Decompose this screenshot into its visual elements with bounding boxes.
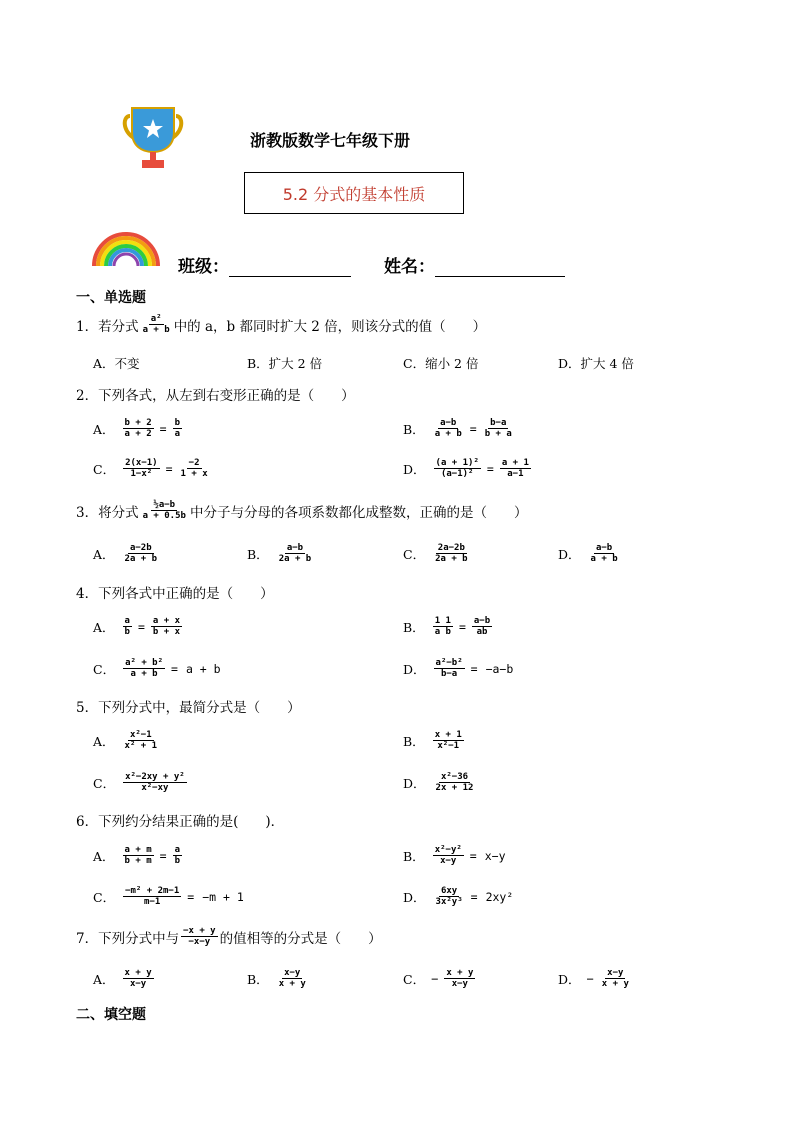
numerator: 1 1 bbox=[434, 616, 451, 626]
fraction bbox=[123, 886, 181, 908]
q5-option-a[interactable] bbox=[93, 730, 161, 752]
option-label: D． bbox=[558, 971, 581, 987]
q2-option-a[interactable] bbox=[93, 418, 184, 440]
name-field bbox=[384, 252, 565, 277]
q4-option-b[interactable] bbox=[403, 616, 494, 638]
numerator: a² + b² bbox=[125, 658, 164, 668]
fraction bbox=[151, 616, 182, 638]
fraction bbox=[123, 543, 160, 565]
numerator: a + 1 bbox=[501, 458, 529, 468]
q6-option-a[interactable] bbox=[93, 845, 184, 867]
numerator: x²−1 bbox=[129, 730, 152, 740]
class-blank[interactable] bbox=[229, 258, 351, 277]
numerator: a bbox=[174, 845, 180, 855]
question-7 bbox=[76, 926, 382, 948]
numerator: a + m bbox=[124, 845, 152, 855]
denominator: 2a + b bbox=[124, 554, 158, 565]
q7-option-d[interactable] bbox=[558, 968, 633, 990]
rhs-expression: −a−b bbox=[485, 661, 514, 676]
numerator: b bbox=[174, 418, 180, 428]
denominator: a + 2 bbox=[124, 429, 152, 440]
fraction bbox=[433, 845, 464, 867]
q2-option-d[interactable] bbox=[403, 458, 533, 480]
option-label: B． bbox=[403, 848, 425, 864]
denominator: b bbox=[174, 856, 180, 867]
document-title: 浙教版数学七年级下册 bbox=[250, 131, 411, 150]
equals-sign: = bbox=[469, 848, 477, 863]
numerator: ½a−b bbox=[153, 500, 176, 510]
denominator: a + b bbox=[434, 429, 462, 440]
question-5: 5．下列分式中，最简分式是（ ） bbox=[76, 700, 301, 716]
q5-option-d[interactable] bbox=[403, 772, 477, 794]
fraction bbox=[277, 543, 314, 565]
option-label: A． bbox=[93, 733, 115, 749]
name-blank[interactable] bbox=[435, 258, 565, 277]
denominator: b bbox=[124, 627, 130, 638]
fraction bbox=[433, 418, 464, 440]
numerator: a bbox=[124, 616, 130, 626]
fraction bbox=[434, 458, 481, 480]
minus-sign: − bbox=[431, 971, 439, 986]
fraction bbox=[433, 543, 470, 565]
minus-sign: − bbox=[586, 971, 594, 986]
fraction bbox=[500, 458, 531, 480]
option-label: B． bbox=[247, 546, 269, 562]
fraction bbox=[123, 658, 165, 680]
equals-sign: = bbox=[159, 421, 167, 436]
section-single-choice: 一、单选题 bbox=[76, 290, 146, 306]
numerator: x + y bbox=[446, 968, 474, 978]
q6-option-b[interactable] bbox=[403, 845, 510, 867]
denominator: a + b bbox=[130, 669, 158, 680]
option-label: A． bbox=[93, 848, 115, 864]
question-4: 4．下列各式中正确的是（ ） bbox=[76, 586, 274, 602]
fraction bbox=[173, 418, 182, 440]
q6-option-d[interactable] bbox=[403, 886, 517, 908]
class-label: 班级： bbox=[178, 257, 229, 277]
q7-stem-pre: 7．下列分式中与 bbox=[76, 930, 180, 947]
denominator: b + a bbox=[484, 429, 512, 440]
lesson-title: 5.2 分式的基本性质 bbox=[282, 184, 426, 204]
q3-option-b[interactable] bbox=[247, 543, 315, 565]
option-label: C． bbox=[93, 461, 116, 477]
question-1 bbox=[76, 314, 486, 336]
numerator: b−a bbox=[490, 418, 507, 428]
denominator: a bbox=[174, 429, 180, 440]
option-label: B． bbox=[247, 971, 269, 987]
option-label: A． bbox=[93, 546, 115, 562]
equals-sign: = bbox=[470, 661, 478, 676]
equals-sign: = bbox=[486, 461, 494, 476]
equals-sign: = bbox=[470, 889, 478, 904]
fraction bbox=[123, 730, 160, 752]
class-field bbox=[178, 252, 351, 277]
numerator: a + x bbox=[152, 616, 180, 626]
denominator: a b bbox=[434, 627, 451, 638]
denominator: a + 0.5b bbox=[142, 511, 186, 522]
fraction bbox=[433, 616, 453, 638]
option-label: D． bbox=[403, 661, 426, 677]
option-label: C． bbox=[403, 546, 426, 562]
numerator: a−b bbox=[473, 616, 491, 626]
fraction bbox=[434, 658, 465, 680]
option-label: D． bbox=[403, 775, 426, 791]
fraction bbox=[600, 968, 631, 990]
denominator: 1−x² bbox=[130, 469, 153, 480]
equals-sign: = bbox=[458, 619, 466, 634]
numerator: 2a−2b bbox=[437, 543, 465, 553]
q3-stem-pre: 3．将分式 bbox=[76, 504, 139, 521]
q3-option-d[interactable] bbox=[558, 543, 622, 565]
equals-sign: = bbox=[137, 619, 145, 634]
fraction bbox=[123, 418, 154, 440]
q3-option-c[interactable] bbox=[403, 543, 472, 565]
numerator: −x + y bbox=[183, 926, 216, 936]
q5-option-b[interactable] bbox=[403, 730, 466, 752]
denominator: x + y bbox=[278, 979, 306, 990]
rhs-expression: x−y bbox=[484, 848, 506, 863]
q2-option-b[interactable] bbox=[403, 418, 516, 440]
denominator: 2a + b bbox=[435, 554, 468, 565]
fraction bbox=[277, 968, 308, 990]
fraction bbox=[123, 968, 154, 990]
numerator: x + y bbox=[124, 968, 152, 978]
denominator: a + b bbox=[142, 325, 170, 336]
denominator: x + y bbox=[601, 979, 629, 990]
rhs-expression: a + b bbox=[185, 661, 221, 676]
numerator: a−b bbox=[286, 543, 304, 553]
denominator: b + m bbox=[124, 856, 152, 867]
question-6: 6．下列约分结果正确的是( )． bbox=[76, 814, 285, 830]
q4-option-c[interactable] bbox=[93, 658, 225, 680]
numerator: a−2b bbox=[129, 543, 152, 553]
equals-sign: = bbox=[159, 848, 167, 863]
numerator: a−b bbox=[595, 543, 613, 553]
option-label: C． bbox=[93, 775, 116, 791]
option-label: A． bbox=[93, 421, 115, 437]
numerator: x−y bbox=[607, 968, 624, 978]
denominator: b−a bbox=[440, 669, 458, 680]
q1-stem-pre: 1．若分式 bbox=[76, 318, 139, 335]
numerator: x−y bbox=[284, 968, 301, 978]
numerator: a²−b² bbox=[435, 658, 463, 668]
denominator: m−1 bbox=[144, 897, 161, 908]
denominator: 1 + x bbox=[180, 469, 208, 480]
fraction bbox=[589, 543, 620, 565]
q3-fraction bbox=[141, 500, 188, 522]
numerator: 2(x−1) bbox=[125, 458, 158, 468]
fraction bbox=[434, 886, 465, 908]
q7-stem-post: 的值相等的分式是（ ） bbox=[219, 930, 382, 947]
numerator: x + 1 bbox=[434, 730, 462, 740]
denominator: 3x²y³ bbox=[435, 897, 463, 908]
q1-fraction bbox=[141, 314, 172, 336]
equals-sign: = bbox=[469, 421, 477, 436]
fraction bbox=[173, 845, 182, 867]
q4-option-d[interactable] bbox=[403, 658, 517, 680]
numerator: a² bbox=[150, 314, 162, 324]
fraction bbox=[444, 968, 475, 990]
q1-option-a[interactable]: A．不变 bbox=[93, 356, 140, 371]
q6-option-c[interactable] bbox=[93, 886, 248, 908]
trophy-icon bbox=[120, 106, 186, 170]
fraction bbox=[179, 458, 210, 480]
numerator: b + 2 bbox=[124, 418, 152, 428]
rhs-expression: −m + 1 bbox=[202, 889, 244, 904]
q1-option-b[interactable]: B．扩大 2 倍 bbox=[247, 356, 323, 371]
denominator: x−y bbox=[440, 856, 457, 867]
denominator: a + b bbox=[590, 554, 618, 565]
numerator: 6xy bbox=[440, 886, 458, 896]
denominator: x² + 1 bbox=[124, 741, 158, 752]
question-2: 2．下列各式，从左到右变形正确的是（ ） bbox=[76, 388, 355, 404]
q7-fraction bbox=[181, 926, 218, 948]
fraction bbox=[123, 616, 132, 638]
q3-option-a[interactable] bbox=[93, 543, 161, 565]
option-label: C． bbox=[93, 661, 116, 677]
rhs-expression: 2xy² bbox=[485, 889, 514, 904]
q1-stem-post: 中的 a，b 都同时扩大 2 倍，则该分式的值（ ） bbox=[173, 318, 487, 335]
q1-option-c[interactable]: C．缩小 2 倍 bbox=[403, 356, 479, 371]
numerator: x²−y² bbox=[434, 845, 462, 855]
q1-option-d[interactable]: D．扩大 4 倍 bbox=[558, 356, 634, 371]
name-label: 姓名： bbox=[384, 257, 435, 277]
option-label: A． bbox=[93, 971, 115, 987]
numerator: −2 bbox=[188, 458, 200, 468]
q7-option-b[interactable] bbox=[247, 968, 310, 990]
q7-option-c[interactable] bbox=[403, 968, 477, 990]
option-label: D． bbox=[558, 546, 581, 562]
denominator: b + x bbox=[152, 627, 180, 638]
option-label: C． bbox=[403, 971, 426, 987]
equals-sign: = bbox=[187, 889, 195, 904]
denominator: x−y bbox=[129, 979, 147, 990]
fraction bbox=[123, 845, 154, 867]
q2-option-c[interactable] bbox=[93, 458, 212, 480]
denominator: −x−y bbox=[188, 937, 211, 948]
denominator: 2a + b bbox=[278, 554, 312, 565]
fraction bbox=[472, 616, 492, 638]
denominator: a−1 bbox=[507, 469, 524, 480]
numerator: x²−36 bbox=[440, 772, 469, 782]
option-label: D． bbox=[403, 889, 426, 905]
equals-sign: = bbox=[171, 661, 178, 676]
fraction bbox=[483, 418, 514, 440]
fraction bbox=[123, 458, 160, 480]
numerator: −m² + 2m−1 bbox=[125, 886, 180, 896]
lesson-title-box bbox=[244, 172, 464, 214]
question-3 bbox=[76, 500, 527, 522]
option-label: B． bbox=[403, 421, 425, 437]
option-label: B． bbox=[403, 733, 425, 749]
q3-stem-post: 中分子与分母的各项系数都化成整数，正确的是（ ） bbox=[189, 504, 528, 521]
option-label: A． bbox=[93, 619, 115, 635]
denominator: (a−1)² bbox=[440, 469, 474, 480]
denominator: x−y bbox=[451, 979, 468, 990]
equals-sign: = bbox=[165, 461, 173, 476]
q4-option-a[interactable] bbox=[93, 616, 184, 638]
section-fill-blank: 二、填空题 bbox=[76, 1007, 146, 1023]
fraction bbox=[434, 772, 476, 794]
numerator: x²−2xy + y² bbox=[125, 772, 185, 782]
fraction bbox=[123, 772, 187, 794]
denominator: x²−1 bbox=[437, 741, 460, 752]
rainbow-icon bbox=[90, 228, 162, 268]
denominator: ab bbox=[476, 627, 488, 638]
denominator: 2x + 12 bbox=[435, 783, 474, 794]
q5-option-c[interactable] bbox=[93, 772, 189, 794]
numerator: a−b bbox=[440, 418, 457, 428]
fraction bbox=[433, 730, 464, 752]
numerator: (a + 1)² bbox=[435, 458, 479, 468]
denominator: x²−xy bbox=[141, 783, 169, 794]
option-label: D． bbox=[403, 461, 426, 477]
option-label: B． bbox=[403, 619, 425, 635]
option-label: C． bbox=[93, 889, 116, 905]
q7-option-a[interactable] bbox=[93, 968, 156, 990]
